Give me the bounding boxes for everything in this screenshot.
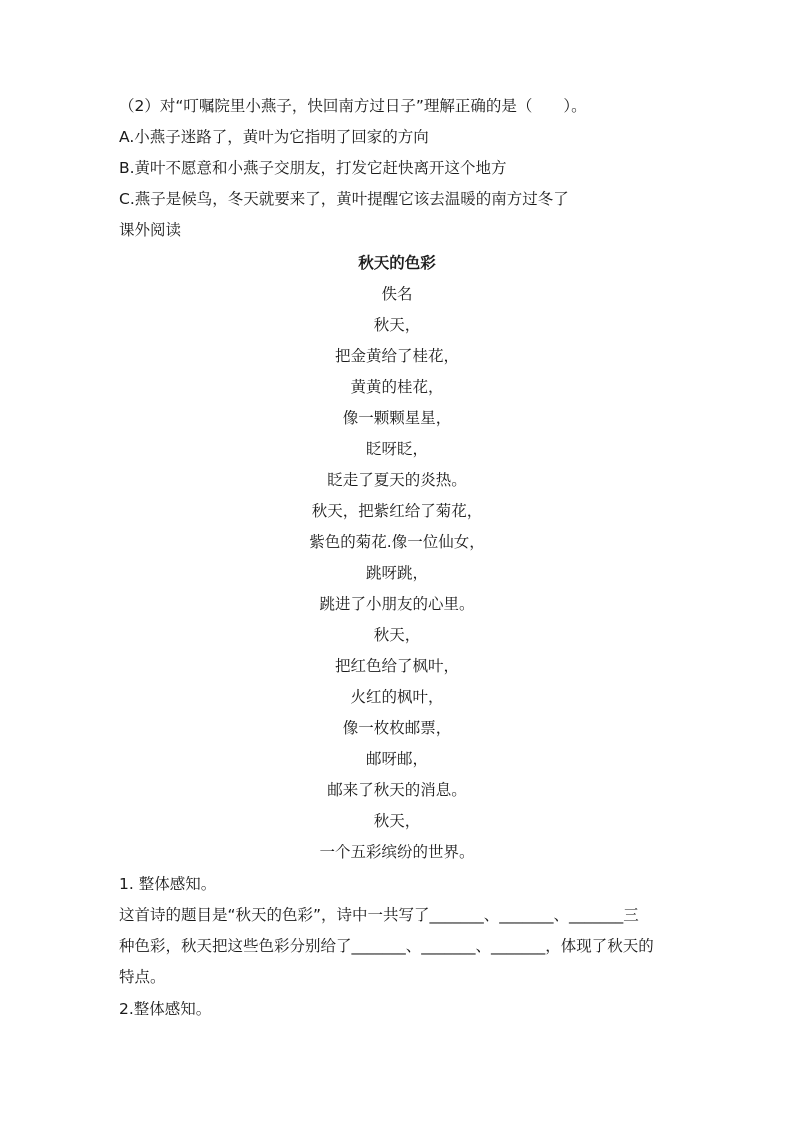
- poem-line: 秋天，: [373, 812, 421, 830]
- poem-line: 秋天，: [373, 626, 421, 644]
- question-2-stem: （2）对“叮嘱院里小燕子，快回南方过日子”理解正确的是（ ）。: [119, 97, 587, 115]
- poem-line: 邮呀邮，: [365, 750, 428, 768]
- section-heading: 课外阅读: [119, 221, 182, 239]
- poem-line: 秋天，: [373, 316, 421, 334]
- poem-line: 眨走了夏天的炎热。: [327, 471, 467, 489]
- question-2-option-c: C.燕子是候鸟，冬天就要来了，黄叶提醒它该去温暖的南方过冬了: [119, 190, 569, 208]
- poem-line: 像一枚枚邮票，: [342, 719, 452, 737]
- poem-line: 把金黄给了桂花，: [334, 347, 459, 365]
- exercise-1-line-3: 特点。: [119, 968, 166, 986]
- poem-line: 像一颗颗星星，: [342, 409, 452, 427]
- poem-title: 秋天的色彩: [358, 254, 436, 272]
- poem-author: 佚名: [381, 285, 413, 303]
- poem-line: 把红色给了枫叶，: [334, 657, 459, 675]
- poem-line: 紫色的菊花.像一位仙女，: [309, 533, 485, 551]
- poem-line: 跳进了小朋友的心里。: [319, 595, 475, 613]
- exercise-2-title: 2.整体感知。: [119, 1000, 212, 1018]
- poem-line: 一个五彩缤纷的世界。: [319, 843, 475, 861]
- exercise-1-line-1: 这首诗的题目是“秋天的色彩”，诗中一共写了_______、_______、_______三: [119, 906, 639, 924]
- poem-line: 眨呀眨，: [365, 440, 428, 458]
- poem-line: 跳呀跳，: [365, 564, 428, 582]
- question-2-option-a: A.小燕子迷路了，黄叶为它指明了回家的方向: [119, 128, 429, 146]
- exercise-1-title: 1. 整体感知。: [119, 875, 217, 893]
- poem-line: 火红的枫叶，: [350, 688, 444, 706]
- poem-line: 邮来了秋天的消息。: [327, 781, 467, 799]
- question-2-option-b: B.黄叶不愿意和小燕子交朋友，打发它赶快离开这个地方: [119, 159, 507, 177]
- poem-line: 黄黄的桂花，: [350, 378, 444, 396]
- exercise-1-line-2: 种色彩，秋天把这些色彩分别给了_______、_______、_______，体现了秋天的: [119, 937, 654, 955]
- poem-line: 秋天，把紫红给了菊花，: [311, 502, 483, 520]
